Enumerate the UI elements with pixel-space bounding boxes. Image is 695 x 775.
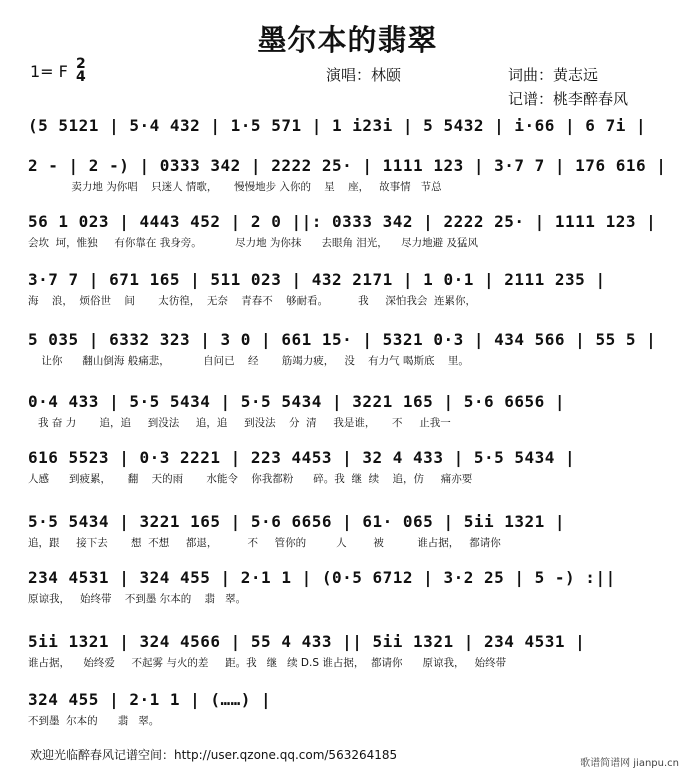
score-row [28, 568, 668, 618]
time-signature [76, 58, 86, 84]
lyrics-line: 会坎 坷，惟独 有你靠在 我身旁。 尽力地 为你抹 去眼角 泪光， 尽力地避 及猛风 [28, 237, 478, 249]
score-row [28, 512, 668, 562]
lyrics-line: 卖力地 为你唱 只迷人 情歌， 慢慢地步 入你的 星 座， 故事情 节总 [28, 181, 442, 193]
footer-text: 欢迎光临醉春风记谱空间：http://user.qzone.qq.com/563264185 [30, 748, 398, 762]
score-row [28, 212, 668, 262]
notation-line: 2 - | 2 -) | 0333 342 | 2222 25· | 1111 123 | 3·7 7 | 176 616 | [28, 156, 667, 175]
notation-line: 5·5 5434 | 3221 165 | 5·6 6656 | 61· 065 | 5ii 1321 | [28, 512, 566, 531]
notation-line: 5 035 | 6332 323 | 3 0 | 661 15· | 5321 0·3 | 434 566 | 55 5 | [28, 330, 657, 349]
time-signature-top: 2 [76, 56, 86, 72]
score-row [28, 448, 668, 498]
notation-line: 0·4 433 | 5·5 5434 | 5·5 5434 | 3221 165 | 5·6 6656 | [28, 392, 566, 411]
lyrics-line: 原谅我， 始终带 不到墨 尔本的 翡 翠。 [28, 593, 247, 605]
score-row [28, 330, 668, 380]
notation-line: 5ii 1321 | 324 4566 | 55 4 433 || 5ii 1321 | 234 4531 | [28, 632, 586, 651]
notation-line: (5 5121 | 5·4 432 | 1·5 571 | 1 i23i | 5 5432 | i·66 | 6 7i | [28, 116, 647, 135]
time-signature-bottom: 4 [76, 69, 86, 85]
lyrics-line: 追，跟 接下去 想 不想 都退， 不 管你的 人 被 谁占据， 都请你 [28, 537, 501, 549]
notation-line: 56 1 023 | 4443 452 | 2 0 ||: 0333 342 | 2222 25· | 1111 123 | [28, 212, 657, 231]
lyrics-line: 不到墨 尔本的 翡 翠。 [28, 715, 160, 727]
lyrics-line: 谁占据， 始终爱 不起雾 与火的差 距。我 继 续 D.S 谁占据， 都请你 原谅我， 始终带 [28, 657, 507, 669]
site-logo: 歌谱简谱网 jianpu.cn [580, 758, 679, 769]
score-row [28, 632, 668, 682]
lyrics-line: 我 奋 力 追，追 到没法 追，追 到没法 分 清 我是谁， 不 止我一 [28, 417, 451, 429]
song-title: 墨尔本的翡翠 [257, 23, 438, 57]
singer: 演唱：林颐 [326, 66, 402, 84]
notation-line: 234 4531 | 324 455 | 2·1 1 | (0·5 6712 | 3·2 25 | 5 -) :|| [28, 568, 616, 587]
composer: 词曲：黄志远 [508, 66, 599, 84]
score-row [28, 156, 668, 206]
lyrics-line: 人感 到疲累， 翻 天的雨 水能令 你我都粉 碎。我 继 续 追，仿 痛亦要 [28, 473, 473, 485]
lyrics-line: 让你 翻山倒海 般痛悲， 自问已 经 筋竭力疲， 没 有力气 喝斯底 里。 [28, 355, 469, 367]
transcriber: 记谱：桃李醉春风 [508, 90, 629, 108]
notation-line: 3·7 7 | 671 165 | 511 023 | 432 2171 | 1 0·1 | 2111 235 | [28, 270, 606, 289]
key-signature: 1= F [30, 62, 68, 81]
notation-line: 616 5523 | 0·3 2221 | 223 4453 | 32 4 433 | 5·5 5434 | [28, 448, 576, 467]
score-row [28, 690, 668, 740]
notation-line: 324 455 | 2·1 1 | (……) | [28, 690, 272, 709]
score-row [28, 392, 668, 442]
lyrics-line: 海 浪， 烦俗世 间 太彷徨， 无奈 青春不 够耐看。 我 深怕我会 连累你， [28, 295, 477, 307]
score-row [28, 270, 668, 320]
